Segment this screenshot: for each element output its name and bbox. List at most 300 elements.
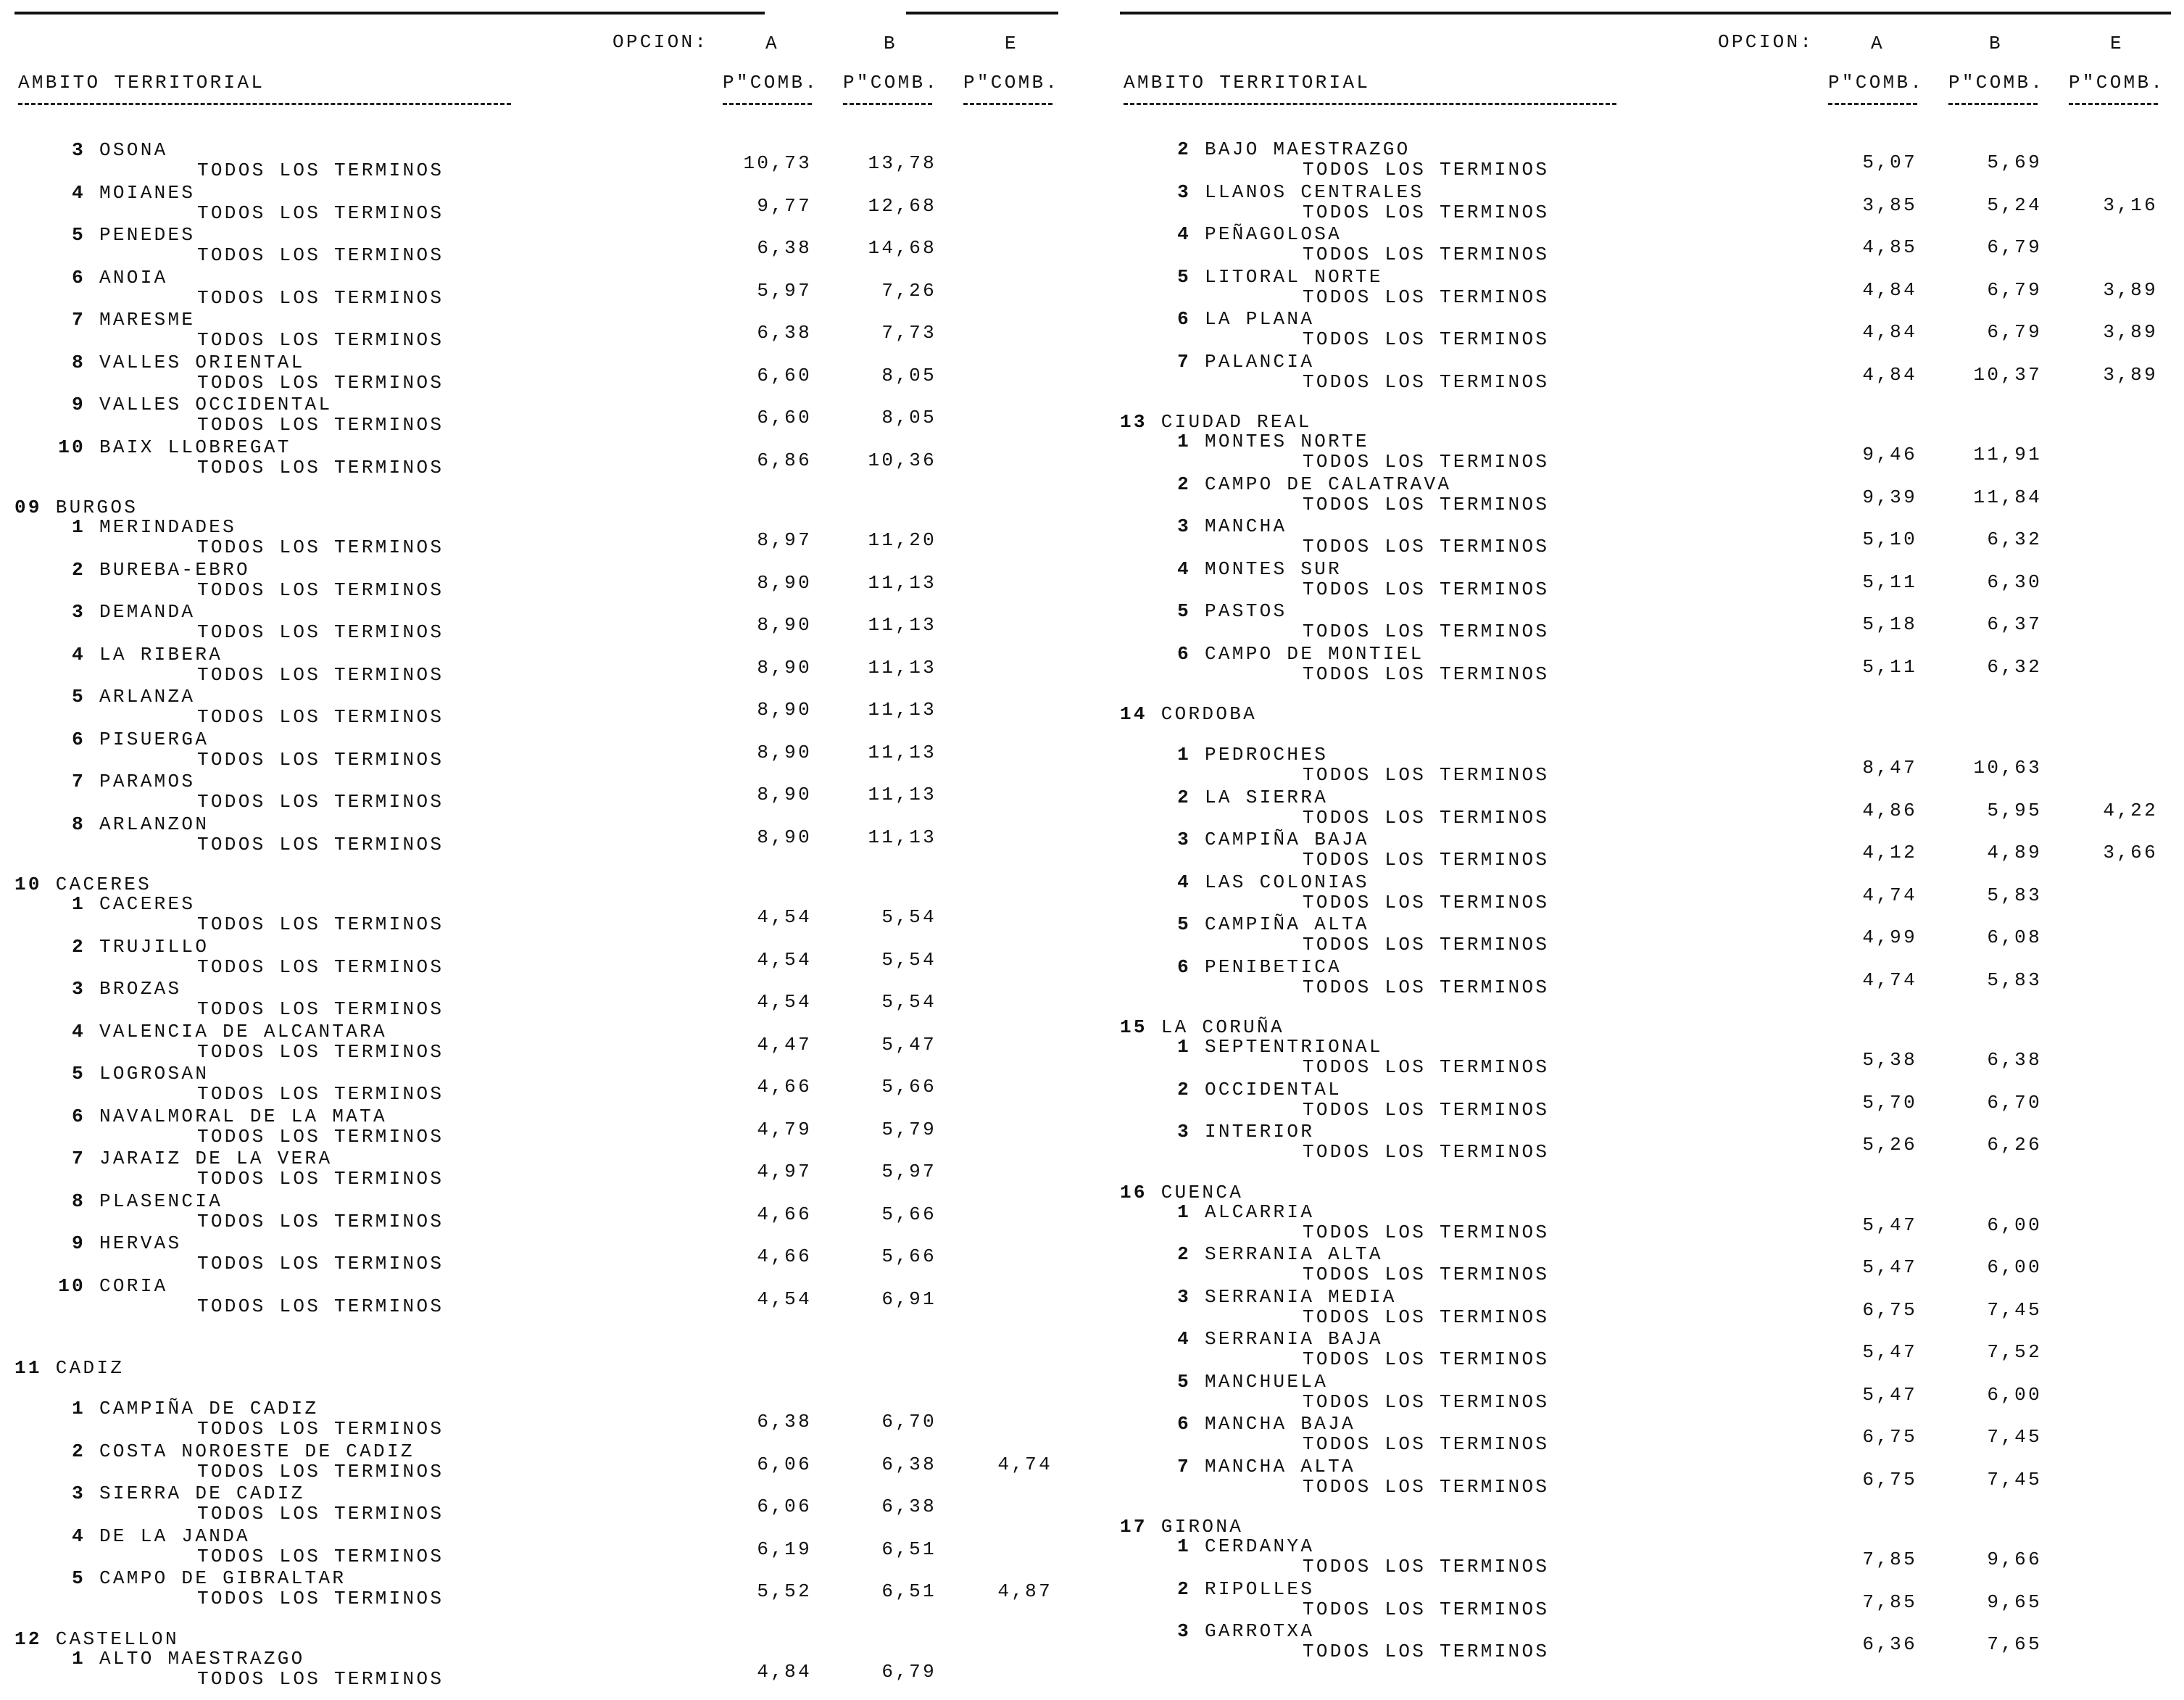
value-option-b: 11,20	[868, 529, 937, 551]
comarca-number: 5	[1177, 265, 1191, 288]
comarca-name: ALTO MAESTRAZGO	[99, 1647, 305, 1670]
value-option-a: 7,85	[1862, 1591, 1917, 1613]
comarca-name: LITORAL NORTE	[1205, 265, 1383, 288]
value-option-b: 6,00	[1987, 1214, 2042, 1236]
value-option-b: 8,05	[881, 407, 937, 428]
comarca-number: 4	[72, 1020, 86, 1042]
comarca-number: 4	[1177, 223, 1191, 245]
value-option-a: 6,36	[1862, 1633, 1917, 1655]
comarca-name: BAJO MAESTRAZGO	[1205, 138, 1411, 160]
value-option-b: 6,00	[1987, 1383, 2042, 1406]
terminos-label: TODOS LOS TERMINOS	[1303, 764, 1550, 786]
terminos-label: TODOS LOS TERMINOS	[197, 371, 444, 394]
terminos-label: TODOS LOS TERMINOS	[197, 1295, 444, 1317]
comarca-number: 2	[1177, 1243, 1191, 1265]
terminos-label: TODOS LOS TERMINOS	[1303, 244, 1550, 265]
value-option-b: 7,26	[881, 279, 937, 302]
comarca-number: 2	[1177, 1577, 1191, 1600]
value-option-a: 6,06	[757, 1496, 812, 1517]
comarca-name: ANOIA	[99, 266, 168, 289]
terminos-label: TODOS LOS TERMINOS	[1303, 159, 1550, 181]
option-letter: E	[2110, 33, 2124, 54]
comarca-number: 3	[72, 978, 86, 1000]
value-option-b: 5,69	[1987, 152, 2042, 173]
terminos-label: TODOS LOS TERMINOS	[1303, 1141, 1550, 1163]
province-header	[14, 874, 151, 895]
option-letter: E	[1005, 33, 1018, 54]
top-rule	[1120, 12, 2171, 14]
province-name: CADIZ	[55, 1357, 125, 1379]
comarca-name: CAMPO DE CALATRAVA	[1205, 473, 1452, 495]
value-option-e: 4,87	[997, 1580, 1052, 1602]
column-underline	[1828, 103, 1917, 105]
comarca-number: 3	[1177, 1285, 1191, 1308]
comarca-name: GARROTXA	[1205, 1620, 1315, 1642]
value-option-b: 7,52	[1987, 1341, 2042, 1363]
comarca-name: CAMPIÑA ALTA	[1205, 913, 1369, 935]
comarca-number: 2	[1177, 1078, 1191, 1100]
value-option-a: 6,38	[757, 322, 812, 344]
comarca-name: BUREBA-EBRO	[99, 558, 250, 581]
value-option-a: 4,84	[1862, 363, 1917, 386]
province-code: 09	[14, 497, 42, 518]
value-option-a: 5,47	[1862, 1256, 1917, 1278]
value-option-b: 6,91	[881, 1288, 937, 1310]
comarca-number: 4	[1177, 1328, 1191, 1350]
terminos-label: TODOS LOS TERMINOS	[197, 1083, 444, 1105]
value-option-a: 4,84	[1862, 278, 1917, 301]
value-option-a: 4,66	[757, 1203, 812, 1225]
comarca-name: ALCARRIA	[1205, 1201, 1315, 1223]
column-label: P"COMB.	[1828, 72, 1925, 94]
province-name: CUENCA	[1160, 1181, 1244, 1203]
comarca-number: 10	[58, 1274, 86, 1297]
value-option-b: 6,08	[1987, 926, 2042, 948]
comarca-name: HERVAS	[99, 1232, 182, 1254]
value-option-a: 6,86	[757, 449, 812, 471]
value-option-a: 5,10	[1862, 528, 1917, 550]
comarca-number: 3	[72, 1483, 86, 1504]
comarca-name: LA SIERRA	[1205, 786, 1329, 808]
comarca-number: 4	[72, 643, 86, 666]
comarca-number: 1	[72, 516, 86, 538]
terminos-label: TODOS LOS TERMINOS	[1303, 1264, 1550, 1285]
comarca-name: SEPTENTRIONAL	[1205, 1036, 1383, 1058]
comarca-name: MANCHUELA	[1205, 1370, 1329, 1393]
terminos-label: TODOS LOS TERMINOS	[197, 791, 444, 813]
value-option-b: 10,37	[1973, 363, 2042, 386]
terminos-label: TODOS LOS TERMINOS	[197, 536, 444, 558]
value-option-a: 4,84	[1862, 321, 1917, 343]
comarca-name: SERRANIA MEDIA	[1205, 1285, 1397, 1308]
comarca-name: PISUERGA	[99, 728, 209, 750]
comarca-name: LA PLANA	[1205, 308, 1315, 330]
value-option-b: 5,54	[881, 906, 937, 928]
terminos-label: TODOS LOS TERMINOS	[197, 1418, 444, 1440]
terminos-label: TODOS LOS TERMINOS	[197, 1460, 444, 1483]
comarca-number: 10	[58, 436, 86, 458]
value-option-b: 11,13	[868, 784, 937, 805]
terminos-label: TODOS LOS TERMINOS	[1303, 806, 1550, 829]
comarca-name: MOIANES	[99, 181, 196, 204]
comarca-name: CORIA	[99, 1274, 168, 1297]
comarca-number: 8	[72, 1190, 86, 1212]
comarca-number: 8	[72, 813, 86, 835]
value-option-a: 5,18	[1862, 613, 1917, 635]
value-option-a: 8,90	[757, 571, 812, 594]
comarca-number: 4	[1177, 871, 1191, 893]
terminos-label: TODOS LOS TERMINOS	[1303, 493, 1550, 515]
comarca-name: PENIBETICA	[1205, 955, 1342, 978]
terminos-label: TODOS LOS TERMINOS	[197, 329, 444, 351]
value-option-b: 5,54	[881, 948, 937, 971]
value-option-b: 7,45	[1987, 1468, 2042, 1490]
value-option-a: 9,39	[1862, 486, 1917, 508]
value-option-b: 5,97	[881, 1161, 937, 1182]
opcion-label: OPCION:	[613, 31, 709, 53]
value-option-a: 10,73	[743, 152, 812, 174]
value-option-a: 4,84	[757, 1660, 812, 1683]
comarca-name: MANCHA BAJA	[1205, 1413, 1355, 1435]
value-option-b: 5,66	[881, 1076, 937, 1098]
value-option-b: 5,24	[1987, 194, 2042, 216]
comarca-number: 5	[72, 686, 86, 708]
comarca-number: 2	[1177, 473, 1191, 495]
comarca-number: 1	[1177, 1036, 1191, 1058]
province-header	[1120, 704, 1257, 724]
value-option-b: 9,65	[1987, 1591, 2042, 1613]
comarca-name: NAVALMORAL DE LA MATA	[99, 1105, 387, 1127]
terminos-label: TODOS LOS TERMINOS	[197, 913, 444, 935]
terminos-label: TODOS LOS TERMINOS	[197, 706, 444, 728]
province-header	[1120, 1517, 1243, 1537]
comarca-name: LAS COLONIAS	[1205, 871, 1369, 893]
comarca-number: 3	[1177, 829, 1191, 850]
comarca-name: VALLES OCCIDENTAL	[99, 394, 333, 415]
value-option-b: 10,36	[868, 449, 937, 471]
terminos-label: TODOS LOS TERMINOS	[197, 663, 444, 686]
comarca-name: PALANCIA	[1205, 350, 1315, 373]
province-code: 15	[1120, 1016, 1147, 1038]
comarca-number: 5	[72, 224, 86, 246]
terminos-label: TODOS LOS TERMINOS	[1303, 536, 1550, 557]
province-name: LA CORUÑA	[1160, 1016, 1284, 1038]
value-option-b: 5,83	[1987, 969, 2042, 991]
value-option-b: 6,79	[1987, 321, 2042, 343]
value-option-a: 4,85	[1862, 236, 1917, 258]
terminos-label: TODOS LOS TERMINOS	[197, 579, 444, 601]
value-option-b: 6,38	[881, 1453, 937, 1475]
comarca-name: MANCHA	[1205, 515, 1287, 537]
terminos-label: TODOS LOS TERMINOS	[1303, 663, 1550, 685]
province-name: GIRONA	[1160, 1516, 1244, 1538]
comarca-name: ARLANZON	[99, 813, 209, 835]
comarca-name: PEÑAGOLOSA	[1205, 223, 1342, 245]
value-option-a: 6,19	[757, 1538, 812, 1560]
comarca-name: MONTES SUR	[1205, 557, 1342, 580]
value-option-a: 6,60	[757, 407, 812, 428]
value-option-e: 3,16	[2103, 194, 2158, 216]
comarca-number: 6	[1177, 955, 1191, 978]
comarca-number: 5	[72, 1567, 86, 1589]
opcion-label: OPCION:	[1718, 31, 1814, 53]
value-option-a: 5,11	[1862, 571, 1917, 593]
column-underline	[843, 103, 932, 105]
column-label: P"COMB.	[2069, 72, 2165, 94]
value-option-a: 5,47	[1862, 1383, 1917, 1406]
value-option-b: 6,00	[1987, 1256, 2042, 1278]
value-option-a: 5,97	[757, 279, 812, 302]
terminos-label: TODOS LOS TERMINOS	[197, 621, 444, 643]
value-option-b: 8,05	[881, 364, 937, 386]
comarca-name: INTERIOR	[1205, 1121, 1315, 1143]
comarca-name: PARAMOS	[99, 771, 196, 792]
value-option-b: 6,51	[881, 1538, 937, 1560]
value-option-a: 8,90	[757, 699, 812, 721]
terminos-label: TODOS LOS TERMINOS	[1303, 976, 1550, 998]
terminos-label: TODOS LOS TERMINOS	[1303, 328, 1550, 350]
value-option-b: 6,26	[1987, 1134, 2042, 1156]
comarca-name: OCCIDENTAL	[1205, 1078, 1342, 1100]
value-option-b: 4,89	[1987, 842, 2042, 863]
comarca-number: 1	[1177, 1535, 1191, 1557]
terminos-label: TODOS LOS TERMINOS	[197, 1040, 444, 1063]
value-option-a: 4,86	[1862, 799, 1917, 821]
terminos-label: TODOS LOS TERMINOS	[1303, 621, 1550, 642]
province-code: 16	[1120, 1181, 1147, 1203]
comarca-number: 8	[72, 351, 86, 373]
value-option-a: 4,54	[757, 906, 812, 928]
value-option-e: 4,22	[2103, 799, 2158, 821]
province-code: 12	[14, 1628, 42, 1650]
terminos-label: TODOS LOS TERMINOS	[197, 1667, 444, 1690]
comarca-name: RIPOLLES	[1205, 1577, 1315, 1600]
province-code: 13	[1120, 411, 1147, 433]
right-column	[1105, 0, 2184, 1700]
ambito-label: AMBITO TERRITORIAL	[18, 72, 265, 94]
comarca-number: 6	[1177, 1413, 1191, 1435]
comarca-number: 9	[72, 1232, 86, 1254]
value-option-a: 6,75	[1862, 1468, 1917, 1490]
value-option-b: 5,95	[1987, 799, 2042, 821]
comarca-name: CACERES	[99, 893, 196, 915]
terminos-label: TODOS LOS TERMINOS	[1303, 451, 1550, 473]
value-option-a: 8,90	[757, 741, 812, 763]
comarca-number: 1	[72, 893, 86, 915]
comarca-number: 2	[1177, 786, 1191, 808]
value-option-a: 4,47	[757, 1033, 812, 1056]
value-option-b: 6,32	[1987, 528, 2042, 550]
terminos-label: TODOS LOS TERMINOS	[197, 456, 444, 478]
value-option-b: 6,30	[1987, 571, 2042, 593]
value-option-b: 11,13	[868, 656, 937, 679]
comarca-number: 3	[1177, 181, 1191, 203]
comarca-number: 7	[72, 1148, 86, 1169]
ambito-underline	[18, 103, 511, 105]
value-option-a: 5,11	[1862, 655, 1917, 678]
province-header	[14, 497, 138, 518]
ambito-label: AMBITO TERRITORIAL	[1124, 72, 1371, 94]
province-code: 17	[1120, 1516, 1147, 1538]
comarca-name: BROZAS	[99, 978, 182, 1000]
terminos-label: TODOS LOS TERMINOS	[197, 414, 444, 436]
comarca-number: 7	[1177, 1455, 1191, 1477]
column-underline	[963, 103, 1052, 105]
value-option-b: 11,13	[868, 699, 937, 721]
comarca-number: 1	[1177, 431, 1191, 452]
value-option-a: 4,66	[757, 1245, 812, 1267]
value-option-b: 11,13	[868, 741, 937, 763]
comarca-name: TRUJILLO	[99, 935, 209, 958]
terminos-label: TODOS LOS TERMINOS	[1303, 1056, 1550, 1078]
province-code: 14	[1120, 703, 1147, 725]
value-option-a: 4,97	[757, 1161, 812, 1182]
value-option-b: 6,70	[881, 1411, 937, 1432]
comarca-name: DEMANDA	[99, 601, 196, 623]
value-option-b: 13,78	[868, 152, 937, 174]
value-option-a: 6,60	[757, 364, 812, 386]
province-header	[1120, 1017, 1284, 1037]
value-option-a: 6,75	[1862, 1426, 1917, 1448]
value-option-b: 6,70	[1987, 1091, 2042, 1114]
value-option-a: 8,90	[757, 826, 812, 848]
value-option-a: 5,47	[1862, 1214, 1917, 1236]
comarca-number: 3	[1177, 1620, 1191, 1642]
comarca-name: SIERRA DE CADIZ	[99, 1483, 305, 1504]
value-option-a: 9,46	[1862, 444, 1917, 465]
value-option-a: 4,54	[757, 1288, 812, 1310]
comarca-name: MANCHA ALTA	[1205, 1455, 1355, 1477]
comarca-number: 3	[72, 139, 86, 161]
comarca-name: BAIX LLOBREGAT	[99, 436, 291, 458]
comarca-name: LA RIBERA	[99, 643, 223, 666]
value-option-b: 10,63	[1973, 757, 2042, 779]
ambito-underline	[1124, 103, 1616, 105]
comarca-number: 6	[1177, 308, 1191, 330]
terminos-label: TODOS LOS TERMINOS	[1303, 1598, 1550, 1620]
comarca-name: CAMPO DE MONTIEL	[1205, 642, 1424, 665]
terminos-label: TODOS LOS TERMINOS	[197, 955, 444, 978]
comarca-name: PLASENCIA	[99, 1190, 223, 1212]
value-option-e: 3,89	[2103, 278, 2158, 301]
terminos-label: TODOS LOS TERMINOS	[197, 833, 444, 855]
terminos-label: TODOS LOS TERMINOS	[197, 286, 444, 309]
comarca-number: 2	[72, 1440, 86, 1462]
value-option-b: 5,66	[881, 1245, 937, 1267]
value-option-a: 8,90	[757, 784, 812, 805]
value-option-a: 4,12	[1862, 842, 1917, 863]
terminos-label: TODOS LOS TERMINOS	[197, 998, 444, 1020]
value-option-b: 6,38	[881, 1496, 937, 1517]
value-option-a: 6,75	[1862, 1298, 1917, 1321]
value-option-b: 11,13	[868, 571, 937, 594]
top-rule	[14, 12, 765, 14]
comarca-name: DE LA JANDA	[99, 1525, 250, 1547]
terminos-label: TODOS LOS TERMINOS	[1303, 1641, 1550, 1662]
column-underline	[723, 103, 812, 105]
value-option-a: 7,85	[1862, 1548, 1917, 1570]
province-header	[14, 1358, 124, 1378]
comarca-name: VALENCIA DE ALCANTARA	[99, 1020, 387, 1042]
terminos-label: TODOS LOS TERMINOS	[197, 1503, 444, 1525]
value-option-a: 5,26	[1862, 1134, 1917, 1156]
comarca-name: VALLES ORIENTAL	[99, 351, 305, 373]
value-option-b: 7,65	[1987, 1633, 2042, 1655]
comarca-name: MONTES NORTE	[1205, 431, 1369, 452]
comarca-number: 6	[1177, 642, 1191, 665]
province-name: CACERES	[55, 874, 152, 895]
terminos-label: TODOS LOS TERMINOS	[1303, 1433, 1550, 1455]
value-option-a: 8,97	[757, 529, 812, 551]
value-option-e: 3,89	[2103, 363, 2158, 386]
value-option-b: 6,32	[1987, 655, 2042, 678]
comarca-number: 6	[72, 728, 86, 750]
value-option-b: 5,79	[881, 1118, 937, 1140]
comarca-number: 3	[1177, 515, 1191, 537]
comarca-name: CAMPO DE GIBRALTAR	[99, 1567, 346, 1589]
terminos-label: TODOS LOS TERMINOS	[1303, 849, 1550, 871]
terminos-label: TODOS LOS TERMINOS	[1303, 1348, 1550, 1370]
comarca-name: LOGROSAN	[99, 1063, 209, 1085]
value-option-b: 6,51	[881, 1580, 937, 1602]
value-option-b: 14,68	[868, 237, 937, 259]
value-option-a: 8,90	[757, 614, 812, 636]
comarca-name: LLANOS CENTRALES	[1205, 181, 1424, 203]
comarca-number: 2	[72, 935, 86, 958]
value-option-a: 9,77	[757, 194, 812, 217]
terminos-label: TODOS LOS TERMINOS	[1303, 934, 1550, 955]
terminos-label: TODOS LOS TERMINOS	[1303, 286, 1550, 308]
value-option-b: 11,84	[1973, 486, 2042, 508]
value-option-a: 4,54	[757, 991, 812, 1013]
value-option-b: 7,73	[881, 322, 937, 344]
terminos-label: TODOS LOS TERMINOS	[197, 1168, 444, 1190]
province-code: 10	[14, 874, 42, 895]
comarca-name: ARLANZA	[99, 686, 196, 708]
value-option-b: 6,38	[1987, 1049, 2042, 1071]
value-option-b: 6,37	[1987, 613, 2042, 635]
value-option-e: 3,66	[2103, 842, 2158, 863]
comarca-name: SERRANIA BAJA	[1205, 1328, 1383, 1350]
terminos-label: TODOS LOS TERMINOS	[1303, 1390, 1550, 1413]
comarca-name: JARAIZ DE LA VERA	[99, 1148, 333, 1169]
value-option-a: 4,74	[1862, 884, 1917, 906]
comarca-number: 4	[1177, 557, 1191, 580]
comarca-number: 2	[72, 558, 86, 581]
value-option-a: 5,07	[1862, 152, 1917, 173]
terminos-label: TODOS LOS TERMINOS	[1303, 370, 1550, 393]
value-option-b: 7,45	[1987, 1426, 2042, 1448]
value-option-a: 4,54	[757, 948, 812, 971]
left-column	[0, 0, 1080, 1700]
terminos-label: TODOS LOS TERMINOS	[1303, 1221, 1550, 1243]
province-header	[1120, 412, 1312, 432]
column-underline	[2069, 103, 2158, 105]
value-option-a: 6,38	[757, 237, 812, 259]
value-option-a: 4,79	[757, 1118, 812, 1140]
terminos-label: TODOS LOS TERMINOS	[1303, 1098, 1550, 1121]
comarca-number: 4	[72, 1525, 86, 1547]
value-option-a: 5,47	[1862, 1341, 1917, 1363]
value-option-b: 6,79	[1987, 278, 2042, 301]
terminos-label: TODOS LOS TERMINOS	[1303, 1475, 1550, 1498]
column-label: P"COMB.	[963, 72, 1060, 94]
province-header	[1120, 1182, 1243, 1203]
top-rule	[906, 12, 1058, 14]
terminos-label: TODOS LOS TERMINOS	[197, 1125, 444, 1148]
column-label: P"COMB.	[1948, 72, 2045, 94]
comarca-name: MARESME	[99, 309, 196, 331]
